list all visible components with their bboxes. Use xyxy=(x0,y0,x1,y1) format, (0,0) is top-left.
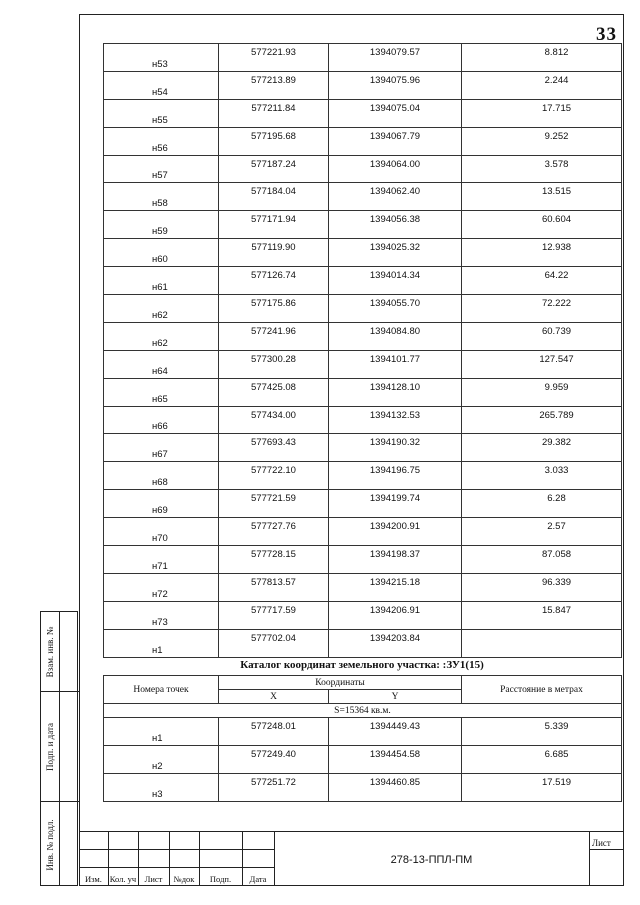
label-ndok: №док xyxy=(173,874,195,884)
point-number: н62 xyxy=(104,322,219,350)
coord-x: 577434.00 xyxy=(219,406,329,434)
label-inv-podl: Инв. № подл. xyxy=(45,818,55,871)
coord-y: 1394079.57 xyxy=(329,44,462,72)
coord-x: 577727.76 xyxy=(219,518,329,546)
coord-y: 1394055.70 xyxy=(329,295,462,323)
point-number: н56 xyxy=(104,127,219,155)
table-row xyxy=(104,322,622,350)
point-number: н58 xyxy=(104,183,219,211)
coord-y: 1394203.84 xyxy=(329,629,462,657)
distance: 17.715 xyxy=(462,99,622,127)
table-row xyxy=(104,267,622,295)
point-number: н54 xyxy=(104,71,219,99)
label-list: Лист xyxy=(144,874,163,884)
header-point-numbers: Номера точек xyxy=(104,676,219,704)
coord-y: 1394449.43 xyxy=(329,718,462,746)
table-row xyxy=(104,546,622,574)
point-number: н71 xyxy=(104,546,219,574)
coord-x: 577195.68 xyxy=(219,127,329,155)
label-vzam-inv: Взам. инв. № xyxy=(45,626,55,677)
distance: 127.547 xyxy=(462,350,622,378)
table-row xyxy=(104,774,622,802)
table-row xyxy=(104,573,622,601)
distance xyxy=(462,629,622,657)
coord-x: 577187.24 xyxy=(219,155,329,183)
coord-y: 1394206.91 xyxy=(329,601,462,629)
point-number: н1 xyxy=(104,629,219,657)
point-number: н2 xyxy=(104,746,219,774)
table-row xyxy=(104,239,622,267)
distance: 12.938 xyxy=(462,239,622,267)
distance: 60.604 xyxy=(462,211,622,239)
coord-y: 1394075.04 xyxy=(329,99,462,127)
table-row xyxy=(104,350,622,378)
point-number: н68 xyxy=(104,462,219,490)
coord-y: 1394198.37 xyxy=(329,546,462,574)
distance: 3.578 xyxy=(462,155,622,183)
distance: 17.519 xyxy=(462,774,622,802)
coord-y: 1394190.32 xyxy=(329,434,462,462)
distance: 5.339 xyxy=(462,718,622,746)
coord-y: 1394132.53 xyxy=(329,406,462,434)
header-coordinates: Координаты xyxy=(219,676,462,690)
table-row xyxy=(104,155,622,183)
distance: 96.339 xyxy=(462,573,622,601)
label-podp: Подп. xyxy=(209,874,232,884)
catalog-title: Каталог координат земельного участка: :ЗУ1(15) xyxy=(240,659,484,671)
point-number: н62 xyxy=(104,295,219,323)
distance: 8.812 xyxy=(462,44,622,72)
coord-x: 577717.59 xyxy=(219,601,329,629)
coord-y: 1394128.10 xyxy=(329,378,462,406)
catalog-table xyxy=(103,675,622,802)
coord-x: 577721.59 xyxy=(219,490,329,518)
distance: 15.847 xyxy=(462,601,622,629)
distance: 87.058 xyxy=(462,546,622,574)
table-row xyxy=(104,518,622,546)
coord-x: 577300.28 xyxy=(219,350,329,378)
coord-y: 1394056.38 xyxy=(329,211,462,239)
coord-y: 1394200.91 xyxy=(329,518,462,546)
table-row xyxy=(104,44,622,72)
coord-y: 1394075.96 xyxy=(329,71,462,99)
table-row xyxy=(104,71,622,99)
point-number: н59 xyxy=(104,211,219,239)
table-row xyxy=(104,183,622,211)
coord-x: 577249.40 xyxy=(219,746,329,774)
coord-y: 1394067.79 xyxy=(329,127,462,155)
point-number: н72 xyxy=(104,573,219,601)
coord-x: 577211.84 xyxy=(219,99,329,127)
table-row xyxy=(104,406,622,434)
point-number: н55 xyxy=(104,99,219,127)
coord-y: 1394101.77 xyxy=(329,350,462,378)
coord-y: 1394196.75 xyxy=(329,462,462,490)
coord-y: 1394084.80 xyxy=(329,322,462,350)
coordinates-table xyxy=(103,43,622,658)
header-distance: Расстояние в метрах xyxy=(462,676,622,704)
point-number: н3 xyxy=(104,774,219,802)
table-row xyxy=(104,718,622,746)
coord-x: 577171.94 xyxy=(219,211,329,239)
label-kol-uch: Кол. уч xyxy=(109,874,137,884)
left-side-stamp xyxy=(40,611,78,886)
table-row xyxy=(104,378,622,406)
sheet-label: Лист xyxy=(592,838,611,848)
coord-x: 577722.10 xyxy=(219,462,329,490)
point-number: н66 xyxy=(104,406,219,434)
table-row xyxy=(104,601,622,629)
coord-x: 577241.96 xyxy=(219,322,329,350)
table-row xyxy=(104,490,622,518)
label-data: Дата xyxy=(249,874,267,884)
distance: 9.959 xyxy=(462,378,622,406)
table-row xyxy=(104,434,622,462)
coord-x: 577175.86 xyxy=(219,295,329,323)
distance: 64.22 xyxy=(462,267,622,295)
distance: 6.685 xyxy=(462,746,622,774)
point-number: н69 xyxy=(104,490,219,518)
coord-x: 577425.08 xyxy=(219,378,329,406)
coord-y: 1394460.85 xyxy=(329,774,462,802)
coord-x: 577248.01 xyxy=(219,718,329,746)
coord-x: 577213.89 xyxy=(219,71,329,99)
title-block xyxy=(79,831,624,886)
coord-y: 1394014.34 xyxy=(329,267,462,295)
point-number: н53 xyxy=(104,44,219,72)
table-row xyxy=(104,295,622,323)
distance: 265.789 xyxy=(462,406,622,434)
distance: 29.382 xyxy=(462,434,622,462)
coord-y: 1394064.00 xyxy=(329,155,462,183)
label-podp-data: Подп. и дата xyxy=(45,722,55,771)
distance: 2.244 xyxy=(462,71,622,99)
point-number: н60 xyxy=(104,239,219,267)
table-row xyxy=(104,99,622,127)
coord-x: 577221.93 xyxy=(219,44,329,72)
coord-x: 577693.43 xyxy=(219,434,329,462)
document-code: 278-13-ППЛ-ПМ xyxy=(390,854,473,866)
page-number: 33 xyxy=(596,24,617,45)
coord-x: 577126.74 xyxy=(219,267,329,295)
point-number: н64 xyxy=(104,350,219,378)
header-x: X xyxy=(219,690,329,704)
table-row xyxy=(104,629,622,657)
point-number: н67 xyxy=(104,434,219,462)
point-number: н73 xyxy=(104,601,219,629)
point-number: н1 xyxy=(104,718,219,746)
label-izm: Изм. xyxy=(85,874,102,884)
table-row xyxy=(104,127,622,155)
coord-y: 1394025.32 xyxy=(329,239,462,267)
area-value: S=15364 кв.м. xyxy=(104,704,622,718)
point-number: н61 xyxy=(104,267,219,295)
table-row xyxy=(104,746,622,774)
coord-x: 577702.04 xyxy=(219,629,329,657)
distance: 72.222 xyxy=(462,295,622,323)
distance: 60.739 xyxy=(462,322,622,350)
header-y: Y xyxy=(329,690,462,704)
coord-x: 577728.15 xyxy=(219,546,329,574)
table-row xyxy=(104,462,622,490)
coord-x: 577251.72 xyxy=(219,774,329,802)
table-row xyxy=(104,211,622,239)
distance: 6.28 xyxy=(462,490,622,518)
distance: 2.57 xyxy=(462,518,622,546)
distance: 9.252 xyxy=(462,127,622,155)
distance: 3.033 xyxy=(462,462,622,490)
coord-x: 577184.04 xyxy=(219,183,329,211)
point-number: н57 xyxy=(104,155,219,183)
coord-y: 1394215.18 xyxy=(329,573,462,601)
distance: 13.515 xyxy=(462,183,622,211)
point-number: н65 xyxy=(104,378,219,406)
coord-y: 1394454.58 xyxy=(329,746,462,774)
coord-y: 1394062.40 xyxy=(329,183,462,211)
coord-x: 577119.90 xyxy=(219,239,329,267)
point-number: н70 xyxy=(104,518,219,546)
coord-x: 577813.57 xyxy=(219,573,329,601)
coord-y: 1394199.74 xyxy=(329,490,462,518)
